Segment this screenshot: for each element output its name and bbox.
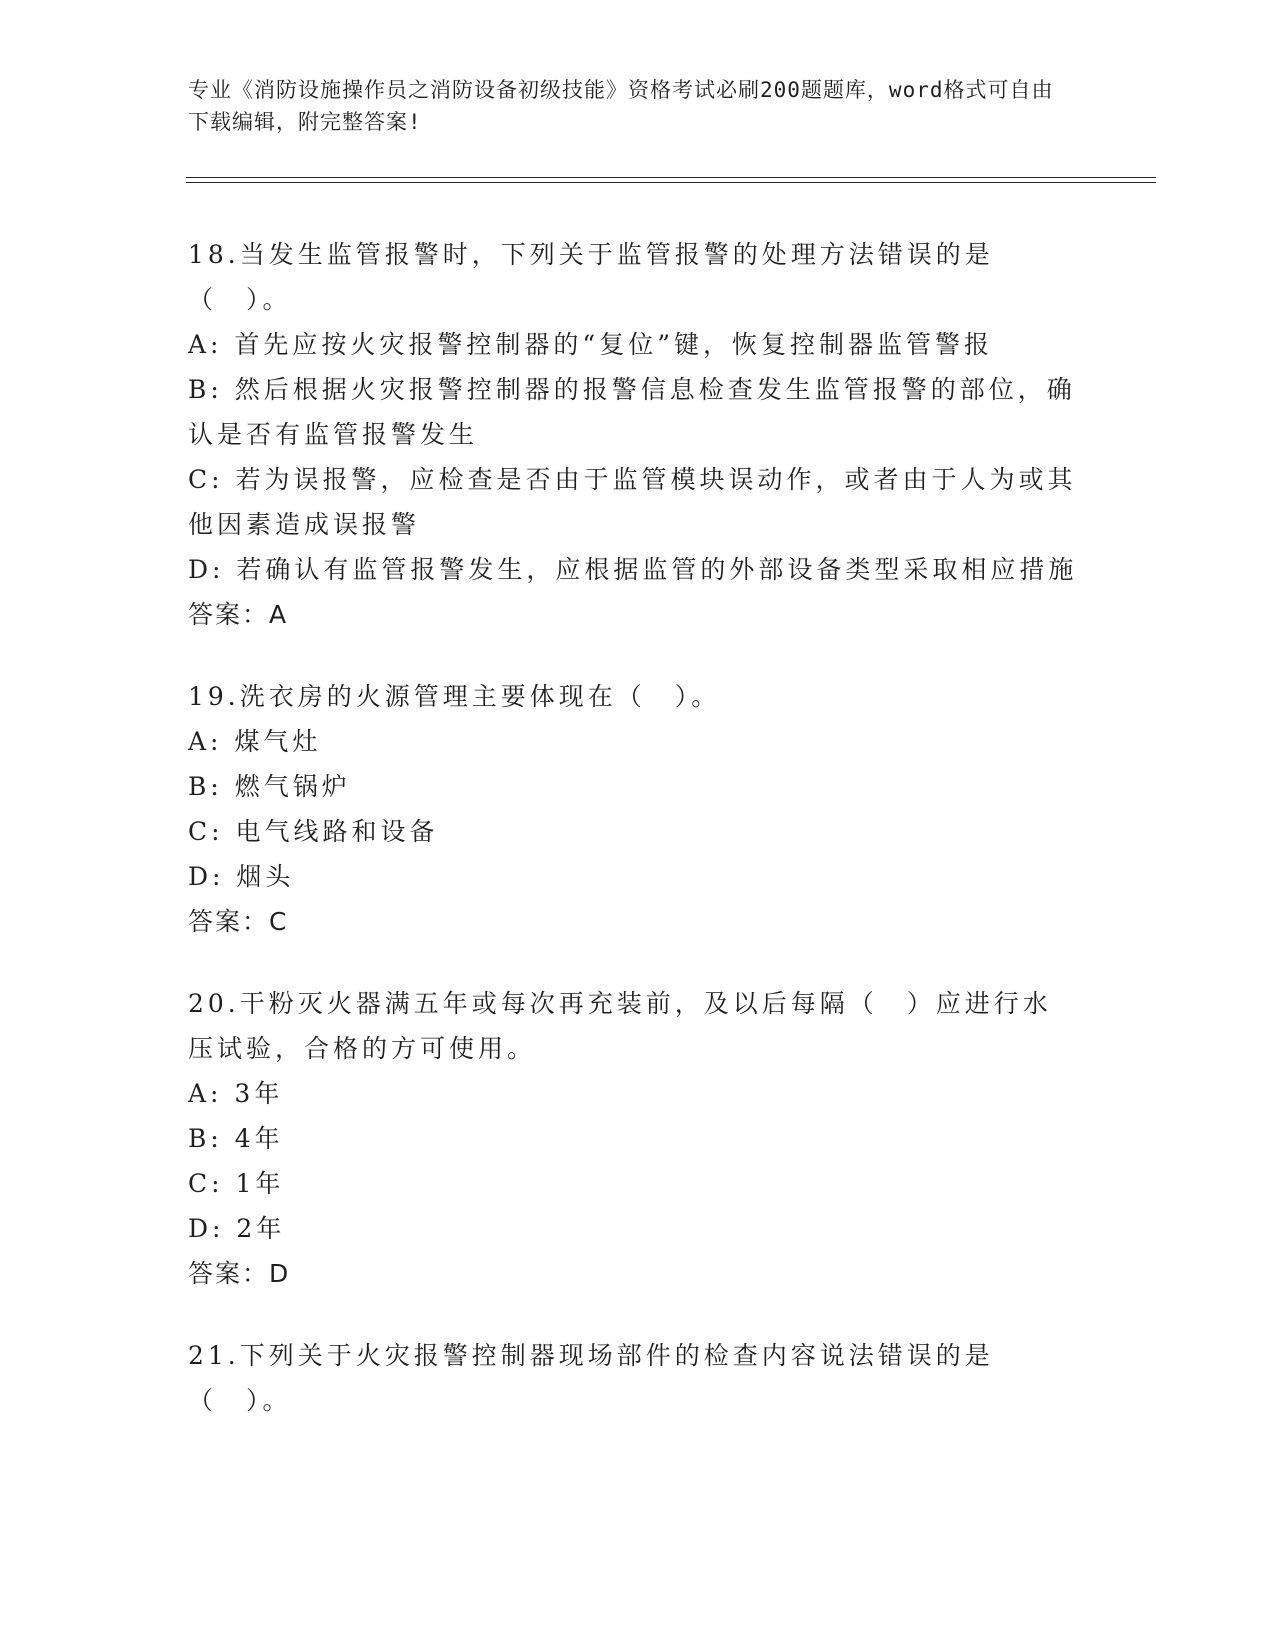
question-list (188, 232, 1078, 1460)
question-text: 19.洗衣房的火源管理主要体现在（ ）。 (188, 682, 721, 711)
question-text: 21.下列关于火灾报警控制器现场部件的检查内容说法错误的是（ ）。 (188, 1341, 994, 1415)
question-18 (188, 232, 1078, 637)
option-b: B: 然后根据火灾报警控制器的报警信息检查发生监管报警的部位，确认是否有监管报警发生 (188, 375, 1076, 449)
header-divider-bottom (186, 182, 1156, 183)
question-text: 18.当发生监管报警时，下列关于监管报警的处理方法错误的是（ ）。 (188, 240, 994, 314)
document-header: 专业《消防设施操作员之消防设备初级技能》资格考试必刷200题题库，word格式可自由下载编辑，附完整答案! (188, 78, 1054, 134)
option-b: B: 燃气锅炉 (188, 772, 351, 801)
question-19 (188, 674, 1078, 944)
question-21 (188, 1333, 1078, 1423)
option-d: D: 烟头 (188, 862, 295, 891)
option-b: B: 4年 (188, 1124, 284, 1153)
option-d: D: 若确认有监管报警发生，应根据监管的外部设备类型采取相应措施 (188, 555, 1078, 584)
option-c: C: 电气线路和设备 (188, 817, 439, 846)
option-a: A: 3年 (188, 1079, 284, 1108)
option-c: C: 若为误报警，应检查是否由于监管模块误动作，或者由于人为或其他因素造成误报警 (188, 465, 1077, 539)
question-20 (188, 981, 1078, 1296)
header-divider-top (186, 177, 1156, 178)
question-text: 20.干粉灭火器满五年或每次再充装前，及以后每隔（ ）应进行水压试验，合格的方可使用。 (188, 989, 1052, 1063)
option-a: A: 首先应按火灾报警控制器的“复位”键，恢复控制器监管警报 (188, 330, 993, 359)
option-d: D: 2年 (188, 1214, 286, 1243)
option-a: A: 煤气灶 (188, 727, 322, 756)
answer-label: 答案：A (188, 600, 289, 629)
answer-label: 答案：D (188, 1259, 291, 1288)
answer-label: 答案：C (188, 907, 289, 936)
option-c: C: 1年 (188, 1169, 285, 1198)
